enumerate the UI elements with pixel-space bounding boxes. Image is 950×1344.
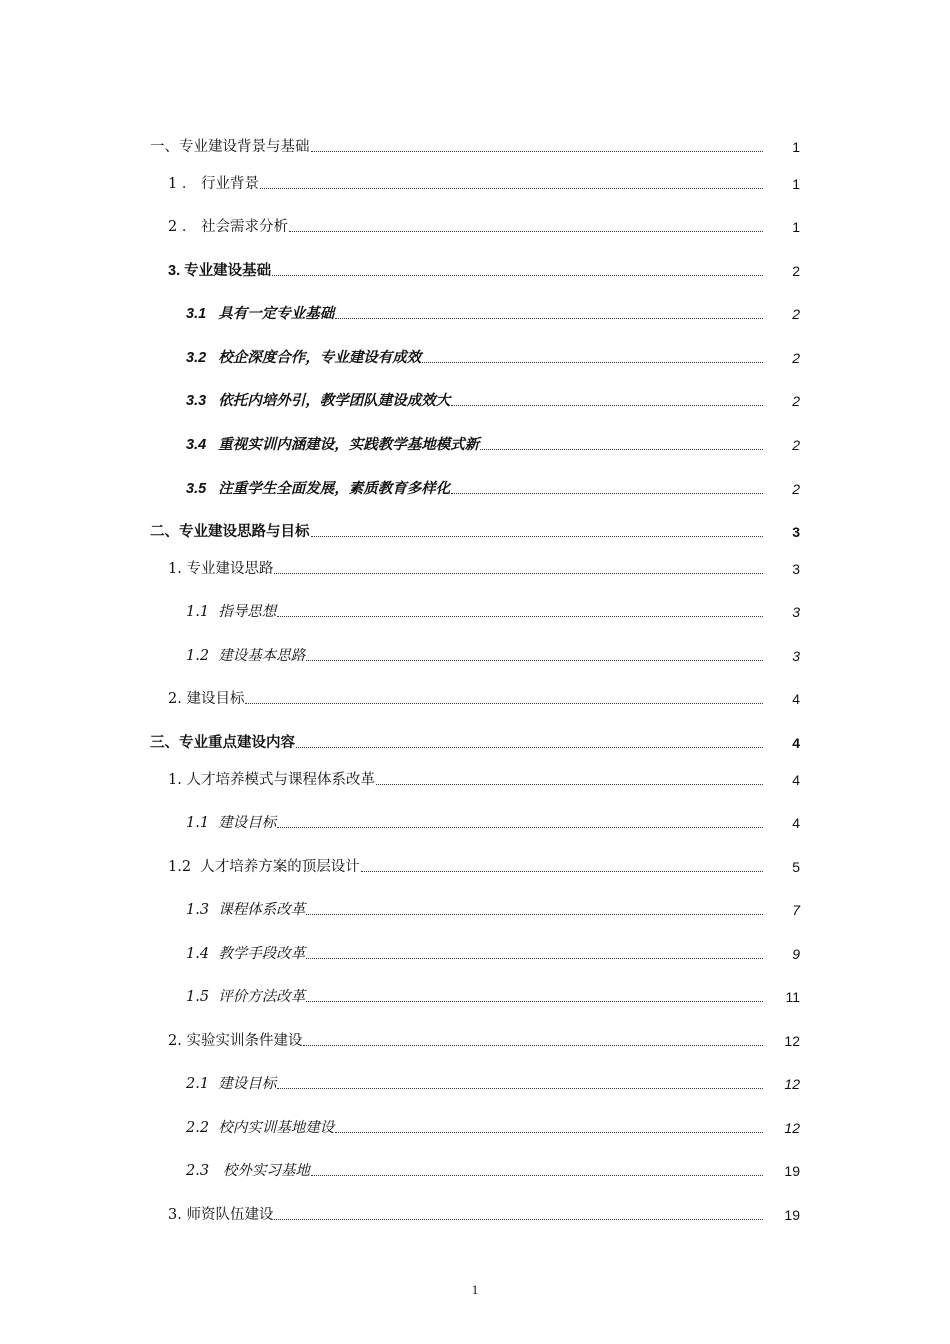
toc-entry[interactable]	[0, 599, 950, 621]
toc-entry-label: 1.3 课程体系改革	[186, 902, 306, 918]
toc-entry-label: 2.3 校外实习基地	[186, 1163, 310, 1179]
toc-entry[interactable]	[0, 1028, 950, 1050]
toc-entry[interactable]	[0, 556, 950, 578]
toc-entry[interactable]	[0, 171, 950, 193]
toc-entry-label: 1.4 教学手段改革	[186, 946, 306, 962]
toc-entry-label: 2.2 校内实训基地建设	[186, 1120, 335, 1136]
toc-entry-page: 12	[784, 1120, 800, 1136]
toc-leader	[422, 362, 763, 363]
toc-entry-page: 9	[792, 946, 800, 962]
toc-entry[interactable]	[0, 730, 950, 752]
toc-entry-page: 7	[792, 902, 800, 918]
toc-leader	[306, 1001, 763, 1002]
toc-entry[interactable]	[0, 519, 950, 541]
toc-entry-page: 2	[792, 306, 800, 322]
toc-entry-page: 3	[792, 524, 800, 540]
toc-entry[interactable]	[0, 388, 950, 410]
toc-leader	[311, 536, 764, 537]
toc-leader	[335, 1132, 763, 1133]
toc-leader	[277, 616, 763, 617]
toc-entry-label: 3.5 注重学生全面发展，素质教育多样化	[186, 481, 451, 497]
toc-entry[interactable]	[0, 767, 950, 789]
toc-entry-page: 3	[792, 604, 800, 620]
toc-entry-label: 3. 专业建设基础	[168, 263, 272, 279]
toc-entry-label: 2 ． 社会需求分析	[168, 219, 288, 235]
toc-leader	[361, 871, 763, 872]
toc-leader	[277, 1088, 763, 1089]
toc-entry-page: 19	[784, 1163, 800, 1179]
toc-leader	[245, 703, 763, 704]
toc-entry[interactable]	[0, 1158, 950, 1180]
toc-entry-label: 2.1 建设目标	[186, 1076, 277, 1092]
toc-leader	[277, 827, 763, 828]
toc-leader	[272, 275, 763, 276]
toc-entry-label: 3.4 重视实训内涵建设，实践教学基地模式新	[186, 437, 480, 453]
toc-entry-label: 3.3 依托内培外引，教学团队建设成效大	[186, 393, 451, 409]
toc-leader	[306, 660, 763, 661]
toc-leader	[274, 1219, 763, 1220]
toc-entry-label: 一、专业建设背景与基础	[150, 139, 310, 155]
toc-entry-label: 3. 师资队伍建设	[168, 1207, 274, 1223]
toc-entry-label: 1. 专业建设思路	[168, 561, 274, 577]
toc-entry-page: 2	[792, 263, 800, 279]
toc-leader	[306, 958, 763, 959]
toc-entry-page: 1	[792, 139, 800, 155]
toc-entry[interactable]	[0, 432, 950, 454]
toc-entry-page: 12	[784, 1076, 800, 1092]
page-number: 1	[471, 1282, 479, 1297]
toc-entry[interactable]	[0, 897, 950, 919]
toc-entry[interactable]	[0, 686, 950, 708]
toc-leader	[376, 784, 763, 785]
toc-entry[interactable]	[0, 134, 950, 156]
toc-entry-label: 1.1 指导思想	[186, 604, 277, 620]
toc-leader	[260, 188, 763, 189]
toc-entry[interactable]	[0, 345, 950, 367]
toc-entry-page: 19	[784, 1207, 800, 1223]
toc-entry-page: 3	[792, 561, 800, 577]
toc-entry-page: 5	[792, 859, 800, 875]
toc-leader	[311, 1175, 763, 1176]
toc-leader	[303, 1045, 763, 1046]
toc-entry-page: 4	[792, 691, 800, 707]
toc-entry[interactable]	[0, 1071, 950, 1093]
toc-entry-page: 2	[792, 350, 800, 366]
toc-entry-label: 1. 人才培养模式与课程体系改革	[168, 772, 375, 788]
toc-entry-page: 2	[792, 481, 800, 497]
toc-leader	[480, 449, 763, 450]
toc-entry-page: 2	[792, 393, 800, 409]
toc-leader	[335, 318, 763, 319]
toc-leader	[311, 151, 764, 152]
toc-entry[interactable]	[0, 476, 950, 498]
toc-entry-label: 三、专业重点建设内容	[150, 734, 295, 751]
toc-entry[interactable]	[0, 214, 950, 236]
toc-entry-label: 1.1 建设目标	[186, 815, 277, 831]
toc-entry[interactable]	[0, 301, 950, 323]
toc-entry-label: 3.1 具有一定专业基础	[186, 306, 335, 322]
toc-entry[interactable]	[0, 258, 950, 280]
toc-leader	[451, 405, 763, 406]
toc-leader	[274, 573, 763, 574]
toc-entry-page: 11	[785, 989, 800, 1005]
toc-entry-label: 2. 实验实训条件建设	[168, 1033, 303, 1049]
toc-entry-label: 1.2 建设基本思路	[186, 648, 306, 664]
toc-entry-label: 1 ． 行业背景	[168, 176, 259, 192]
toc-entry-label: 2. 建设目标	[168, 691, 245, 707]
toc-entry-label: 3.2 校企深度合作，专业建设有成效	[186, 350, 422, 366]
toc-entry-label: 二、专业建设思路与目标	[150, 523, 310, 540]
toc-entry-page: 2	[792, 437, 800, 453]
toc-entry-label: 1.2 人才培养方案的顶层设计	[168, 859, 360, 875]
toc-entry-page: 4	[792, 735, 800, 751]
toc-entry[interactable]	[0, 854, 950, 876]
toc-entry[interactable]	[0, 984, 950, 1006]
toc-entry-page: 4	[792, 772, 800, 788]
toc-entry[interactable]	[0, 1115, 950, 1137]
toc-leader	[296, 747, 763, 748]
toc-entry[interactable]	[0, 941, 950, 963]
toc-entry-page: 4	[792, 815, 800, 831]
toc-entry[interactable]	[0, 1202, 950, 1224]
toc-entry-page: 3	[792, 648, 800, 664]
toc-entry-label: 1.5 评价方法改革	[186, 989, 306, 1005]
toc-leader	[289, 231, 763, 232]
toc-leader	[306, 914, 763, 915]
toc-leader	[451, 493, 763, 494]
toc-entry-page: 1	[792, 219, 800, 235]
toc-entry[interactable]	[0, 643, 950, 665]
toc-entry[interactable]	[0, 810, 950, 832]
toc-entry-page: 12	[784, 1033, 800, 1049]
toc-entry-page: 1	[792, 176, 800, 192]
